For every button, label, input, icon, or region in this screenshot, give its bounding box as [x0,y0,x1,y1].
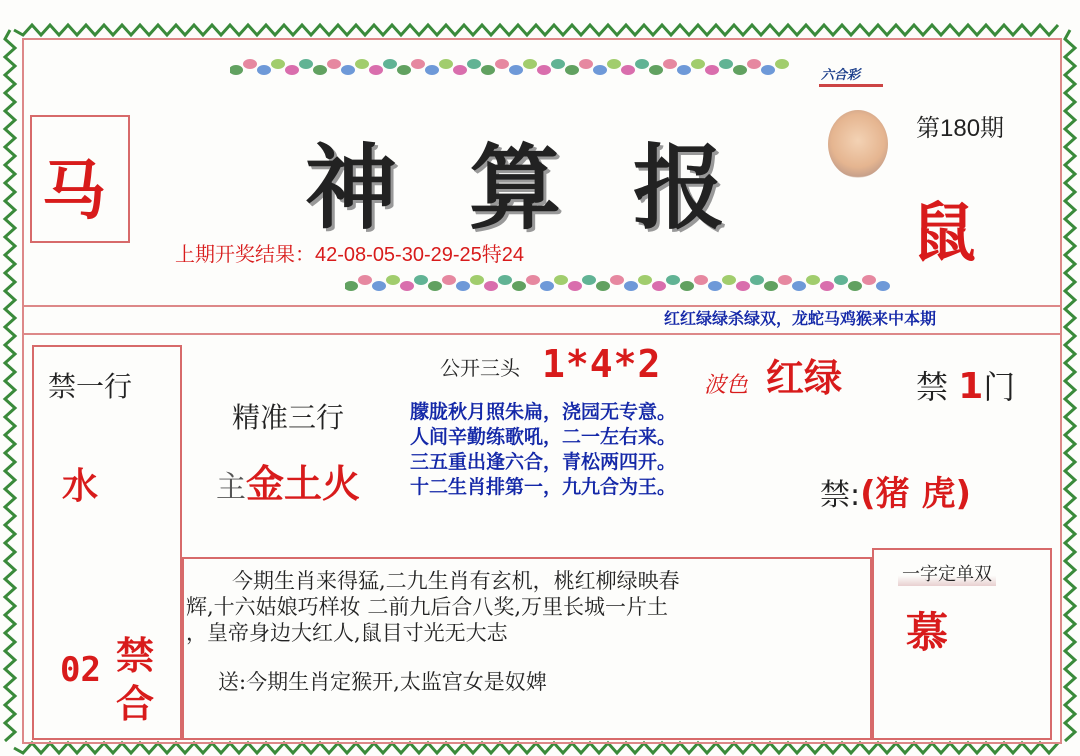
leaf-ornament [862,275,876,285]
top-leaf-band [230,54,790,80]
leaf-ornament [593,65,607,75]
leaf-ornament [792,281,806,291]
poem-line-3: 三五重出逢六合，青松两四开。 [410,451,677,473]
lottery-logo [815,58,895,98]
leaf-ornament [230,65,243,75]
leaf-ornament [722,275,736,285]
leaf-ornament [568,281,582,291]
right-zodiac: 鼠 [912,196,976,271]
forbid-door [916,362,1015,408]
main-element [216,453,360,508]
leaf-ornament [411,59,425,69]
leaf-ornament [736,281,750,291]
leaf-ornament [453,65,467,75]
leaf-ornament [778,275,792,285]
leaf-ornament [719,59,733,69]
last-result-value: 42-08-05-30-29-25特24 [315,244,525,266]
gift-line: 送:今期生肖定猴开,太监宫女是奴婢 [218,670,547,694]
forbid-door-number: 1 [958,366,984,407]
forbid-element-value: 水 [62,466,99,507]
leaf-ornament [299,59,313,69]
leaf-ornament [747,59,761,69]
forbid-zodiac-value: (猪 虎) [860,474,972,514]
left-zodiac: 马 [42,154,106,229]
leaf-ornament [705,65,719,75]
leaf-ornament [663,59,677,69]
leaf-ornament [848,281,862,291]
leaf-ornament [358,275,372,285]
leaf-ornament [610,275,624,285]
forbid-sum-number: 02 [60,650,101,690]
leaf-ornament [635,59,649,69]
main-value: 金土火 [246,462,361,506]
logo-text: 六合彩 [821,68,861,83]
leaf-ornament [369,65,383,75]
leaf-ornament [243,59,257,69]
leaf-ornament [400,281,414,291]
leaf-ornament [582,275,596,285]
last-result [175,238,524,267]
leaf-ornament [691,59,705,69]
leaf-ornament [565,65,579,75]
wave-label: 波色 [704,373,749,398]
leaf-ornament [638,275,652,285]
leaf-ornament [397,65,411,75]
leaf-ornament [579,59,593,69]
bottom-leaf-band [345,270,895,296]
leaf-ornament [498,275,512,285]
leaf-ornament [761,65,775,75]
poem-line-4: 十二生肖排第一，九九合为王。 [410,476,677,498]
vine-segment [14,25,1058,35]
portrait-avatar [828,110,888,178]
leaf-ornament [313,65,327,75]
leaf-ornament [551,59,565,69]
forbid-zodiac [820,466,971,515]
leaf-ornament [652,281,666,291]
title-char-3: 报 [632,134,725,242]
leaf-ornament [484,281,498,291]
leaf-ornament [257,65,271,75]
bottom-poem [186,568,826,646]
leaf-ornament [621,65,635,75]
leaf-ornament [509,65,523,75]
leaf-ornament [383,59,397,69]
page-title [305,115,725,247]
leaf-ornament [372,281,386,291]
title-char-1: 神 [305,134,398,242]
leaf-ornament [537,65,551,75]
leaf-ornament [414,275,428,285]
last-result-label: 上期开奖结果： [175,244,315,266]
vine-segment [5,30,15,741]
wave-value: 红绿 [766,356,843,400]
leaf-ornament [442,275,456,285]
bottom-line-2: 辉,十六姑娘巧样妆 二前九后合八奖,万里长城一片土 [186,595,669,619]
leaf-ornament [327,59,341,69]
leaf-ornament [481,65,495,75]
leaf-ornament [495,59,509,69]
leaf-ornament [470,275,484,285]
leaf-ornament [526,275,540,285]
vine-segment [1065,30,1075,741]
leaf-ornament [666,275,680,285]
banner-divider [24,333,1060,335]
leaf-ornament [834,275,848,285]
leaf-ornament [439,59,453,69]
poem-block [410,400,676,500]
single-double-label: 一字定单双 [898,560,996,586]
logo-swoosh [819,84,883,87]
leaf-ornament [624,281,638,291]
leaf-ornament [733,65,747,75]
single-double-value: 慕 [906,608,949,657]
issue-number: 第180期 [916,115,1005,142]
poem-line-1: 朦胧秋月照朱扁，浇园无专意。 [410,401,677,423]
leaf-ornament [386,275,400,285]
banner-text: 红红绿绿杀绿双，龙蛇马鸡猴来中本期 [664,309,937,328]
leaf-ornament [677,65,691,75]
leaf-ornament [355,59,369,69]
leaf-ornament [271,59,285,69]
title-char-2: 算 [468,134,561,242]
leaf-ornament [467,59,481,69]
forbid-sum-label-2: 合 [116,682,155,726]
leaf-ornament [876,281,890,291]
leaf-ornament [345,281,358,291]
leaf-ornament [456,281,470,291]
bottom-line-1: 今期生肖来得猛,二九生肖有玄机，桃红柳绿映春 [232,569,680,593]
forbid-element-label: 禁一行 [48,370,133,403]
leaf-ornament [523,59,537,69]
forbid-zodiac-label: 禁: [820,478,861,513]
leaf-ornament [806,275,820,285]
leaf-ornament [540,281,554,291]
public-head-label: 公开三头 [440,356,520,380]
leaf-ornament [750,275,764,285]
leaf-ornament [285,65,299,75]
leaf-ornament [694,275,708,285]
leaf-ornament [596,281,610,291]
bottom-line-3: ，皇帝身边大红人,鼠目寸光无大志 [186,621,508,645]
leaf-ornament [680,281,694,291]
forbid-door-label: 禁 [916,368,949,406]
public-head-value: 1*4*2 [542,342,662,386]
forbid-sum-label-1: 禁 [116,634,155,678]
main-label: 主 [216,470,246,505]
leaf-ornament [341,65,355,75]
vine-segment [14,743,1058,753]
leaf-ornament [820,281,834,291]
leaf-ornament [649,65,663,75]
poem-line-2: 人间辛勤练歌吼，二一左右来。 [410,426,677,448]
precise-label: 精准三行 [232,401,345,434]
leaf-ornament [607,59,621,69]
leaf-ornament [428,281,442,291]
leaf-ornament [764,281,778,291]
leaf-ornament [554,275,568,285]
leaf-ornament [708,281,722,291]
leaf-ornament [425,65,439,75]
leaf-ornament [775,59,789,69]
leaf-ornament [512,281,526,291]
forbid-door-suffix: 门 [983,368,1016,406]
